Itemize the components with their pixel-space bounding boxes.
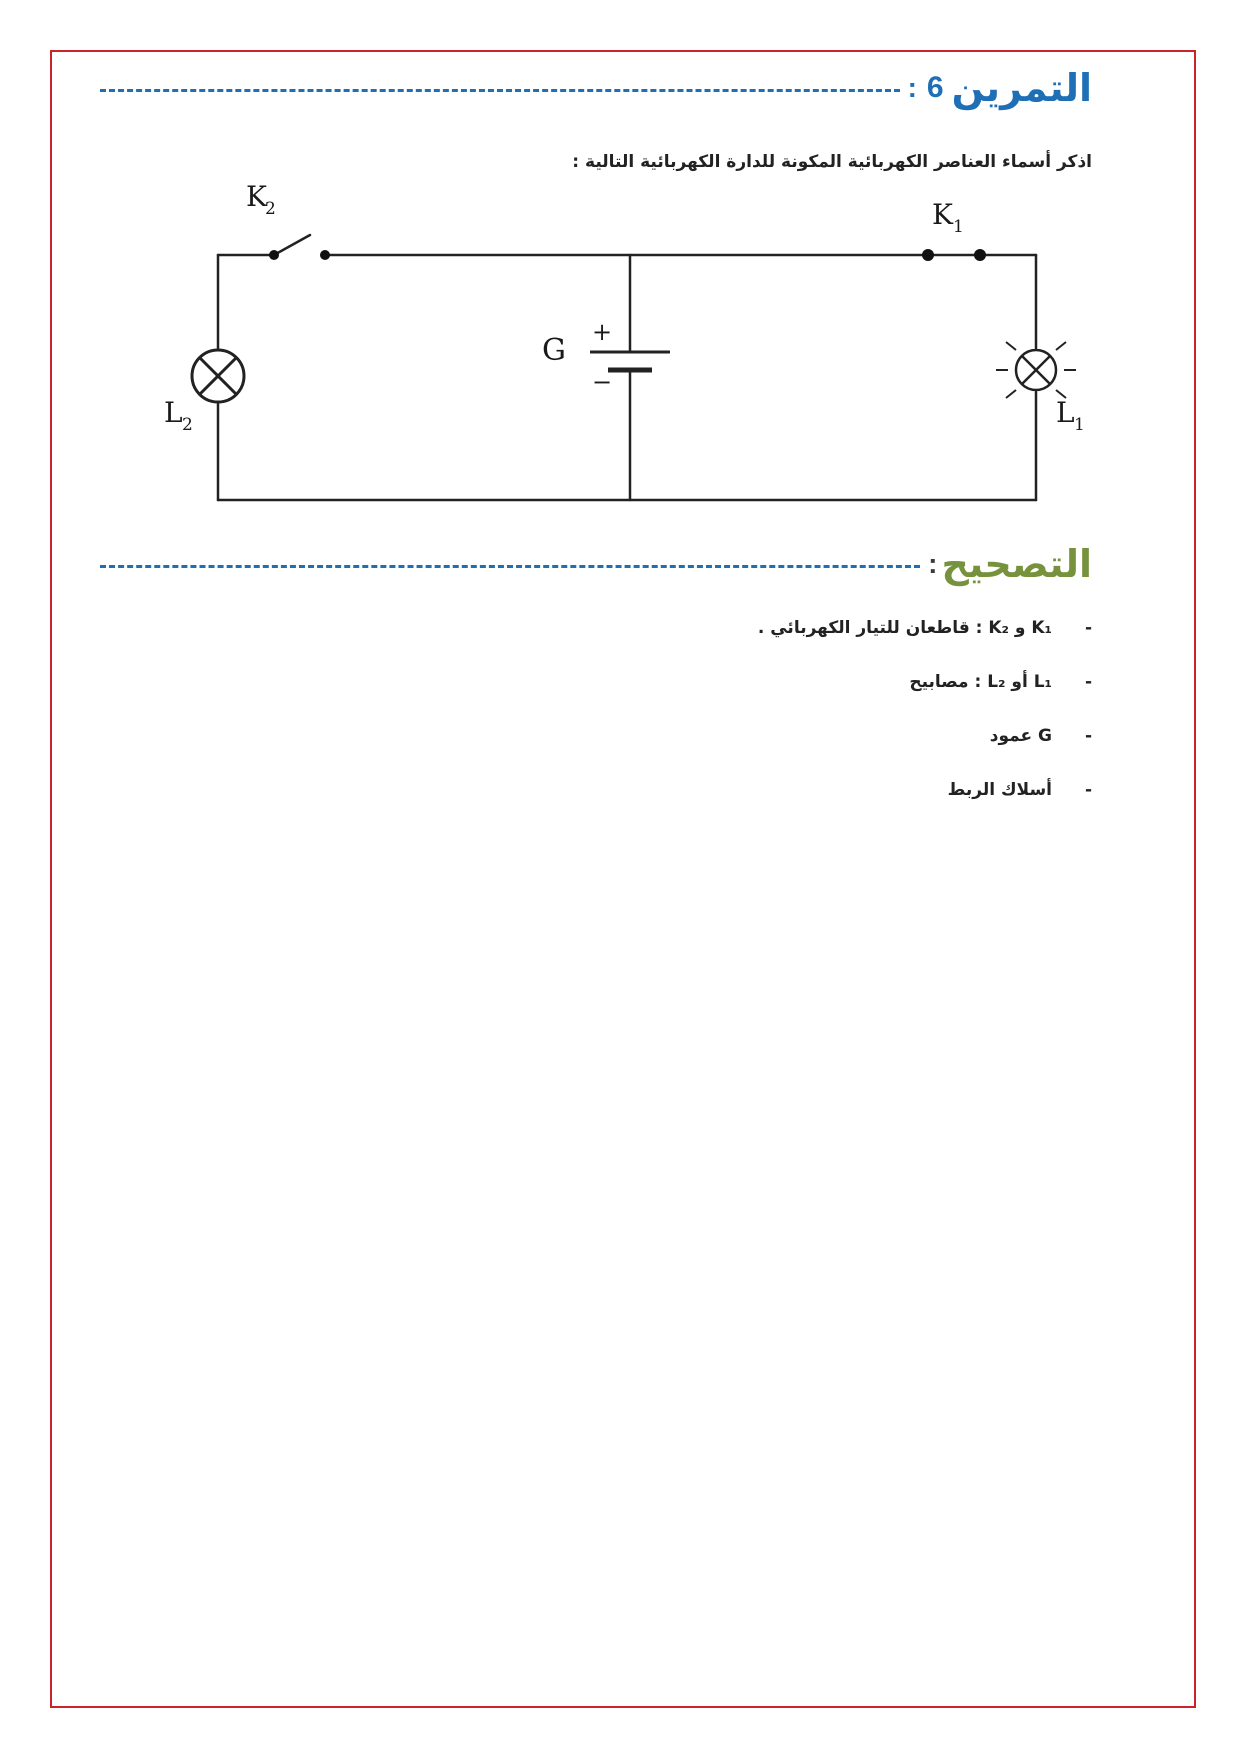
list-item-text: G عمود xyxy=(989,726,1052,746)
instruction-text: اذكر أسماء العناصر الكهربائية المكونة للدارة الكهربائية التالية : xyxy=(572,152,1092,172)
list-item xyxy=(392,618,1092,672)
correction-list xyxy=(392,618,1092,834)
label-l2-letter: L xyxy=(164,396,183,429)
label-k1-sub: 1 xyxy=(953,217,964,237)
switch-k2-contact-left xyxy=(269,250,279,260)
switch-k1-contact-left xyxy=(922,249,934,261)
switch-k1-contact-right xyxy=(974,249,986,261)
correction-heading xyxy=(100,536,1092,592)
lamp-l2 xyxy=(192,350,244,402)
exercise-number: 6 xyxy=(926,71,944,104)
heading-divider xyxy=(100,565,920,568)
switch-k2-contact-right xyxy=(320,250,330,260)
label-minus: − xyxy=(592,368,613,396)
list-item xyxy=(392,672,1092,726)
label-l2-sub: 2 xyxy=(182,415,193,435)
label-k2-sub: 2 xyxy=(265,199,276,219)
list-bullet: - xyxy=(1084,726,1092,746)
circuit-diagram xyxy=(150,180,1110,520)
label-g: G xyxy=(542,333,566,368)
list-item xyxy=(392,780,1092,834)
list-item-text: أسلاك الربط xyxy=(947,780,1052,800)
list-item-text: L₁ أو L₂ : مصابيح xyxy=(909,672,1052,692)
list-bullet: - xyxy=(1084,672,1092,692)
heading-divider xyxy=(100,89,900,92)
exercise-title: التمرين xyxy=(951,66,1092,110)
label-l1-sub: 1 xyxy=(1074,415,1085,435)
label-k2-letter: K xyxy=(246,180,267,213)
list-item xyxy=(392,726,1092,780)
list-bullet: - xyxy=(1084,618,1092,638)
exercise-heading xyxy=(100,60,1092,116)
list-bullet: - xyxy=(1084,780,1092,800)
exercise-colon: : xyxy=(907,72,917,103)
switch-k2-blade xyxy=(274,235,310,255)
label-plus: + xyxy=(592,318,613,346)
lamp-l1 xyxy=(1016,350,1056,390)
list-item-text: K₁ و K₂ : قاطعان للتيار الكهربائي . xyxy=(757,618,1052,638)
label-l1-letter: L xyxy=(1056,396,1075,429)
correction-title: التصحيح xyxy=(941,542,1092,586)
correction-colon: : xyxy=(928,548,938,579)
label-k1-letter: K xyxy=(932,198,953,231)
